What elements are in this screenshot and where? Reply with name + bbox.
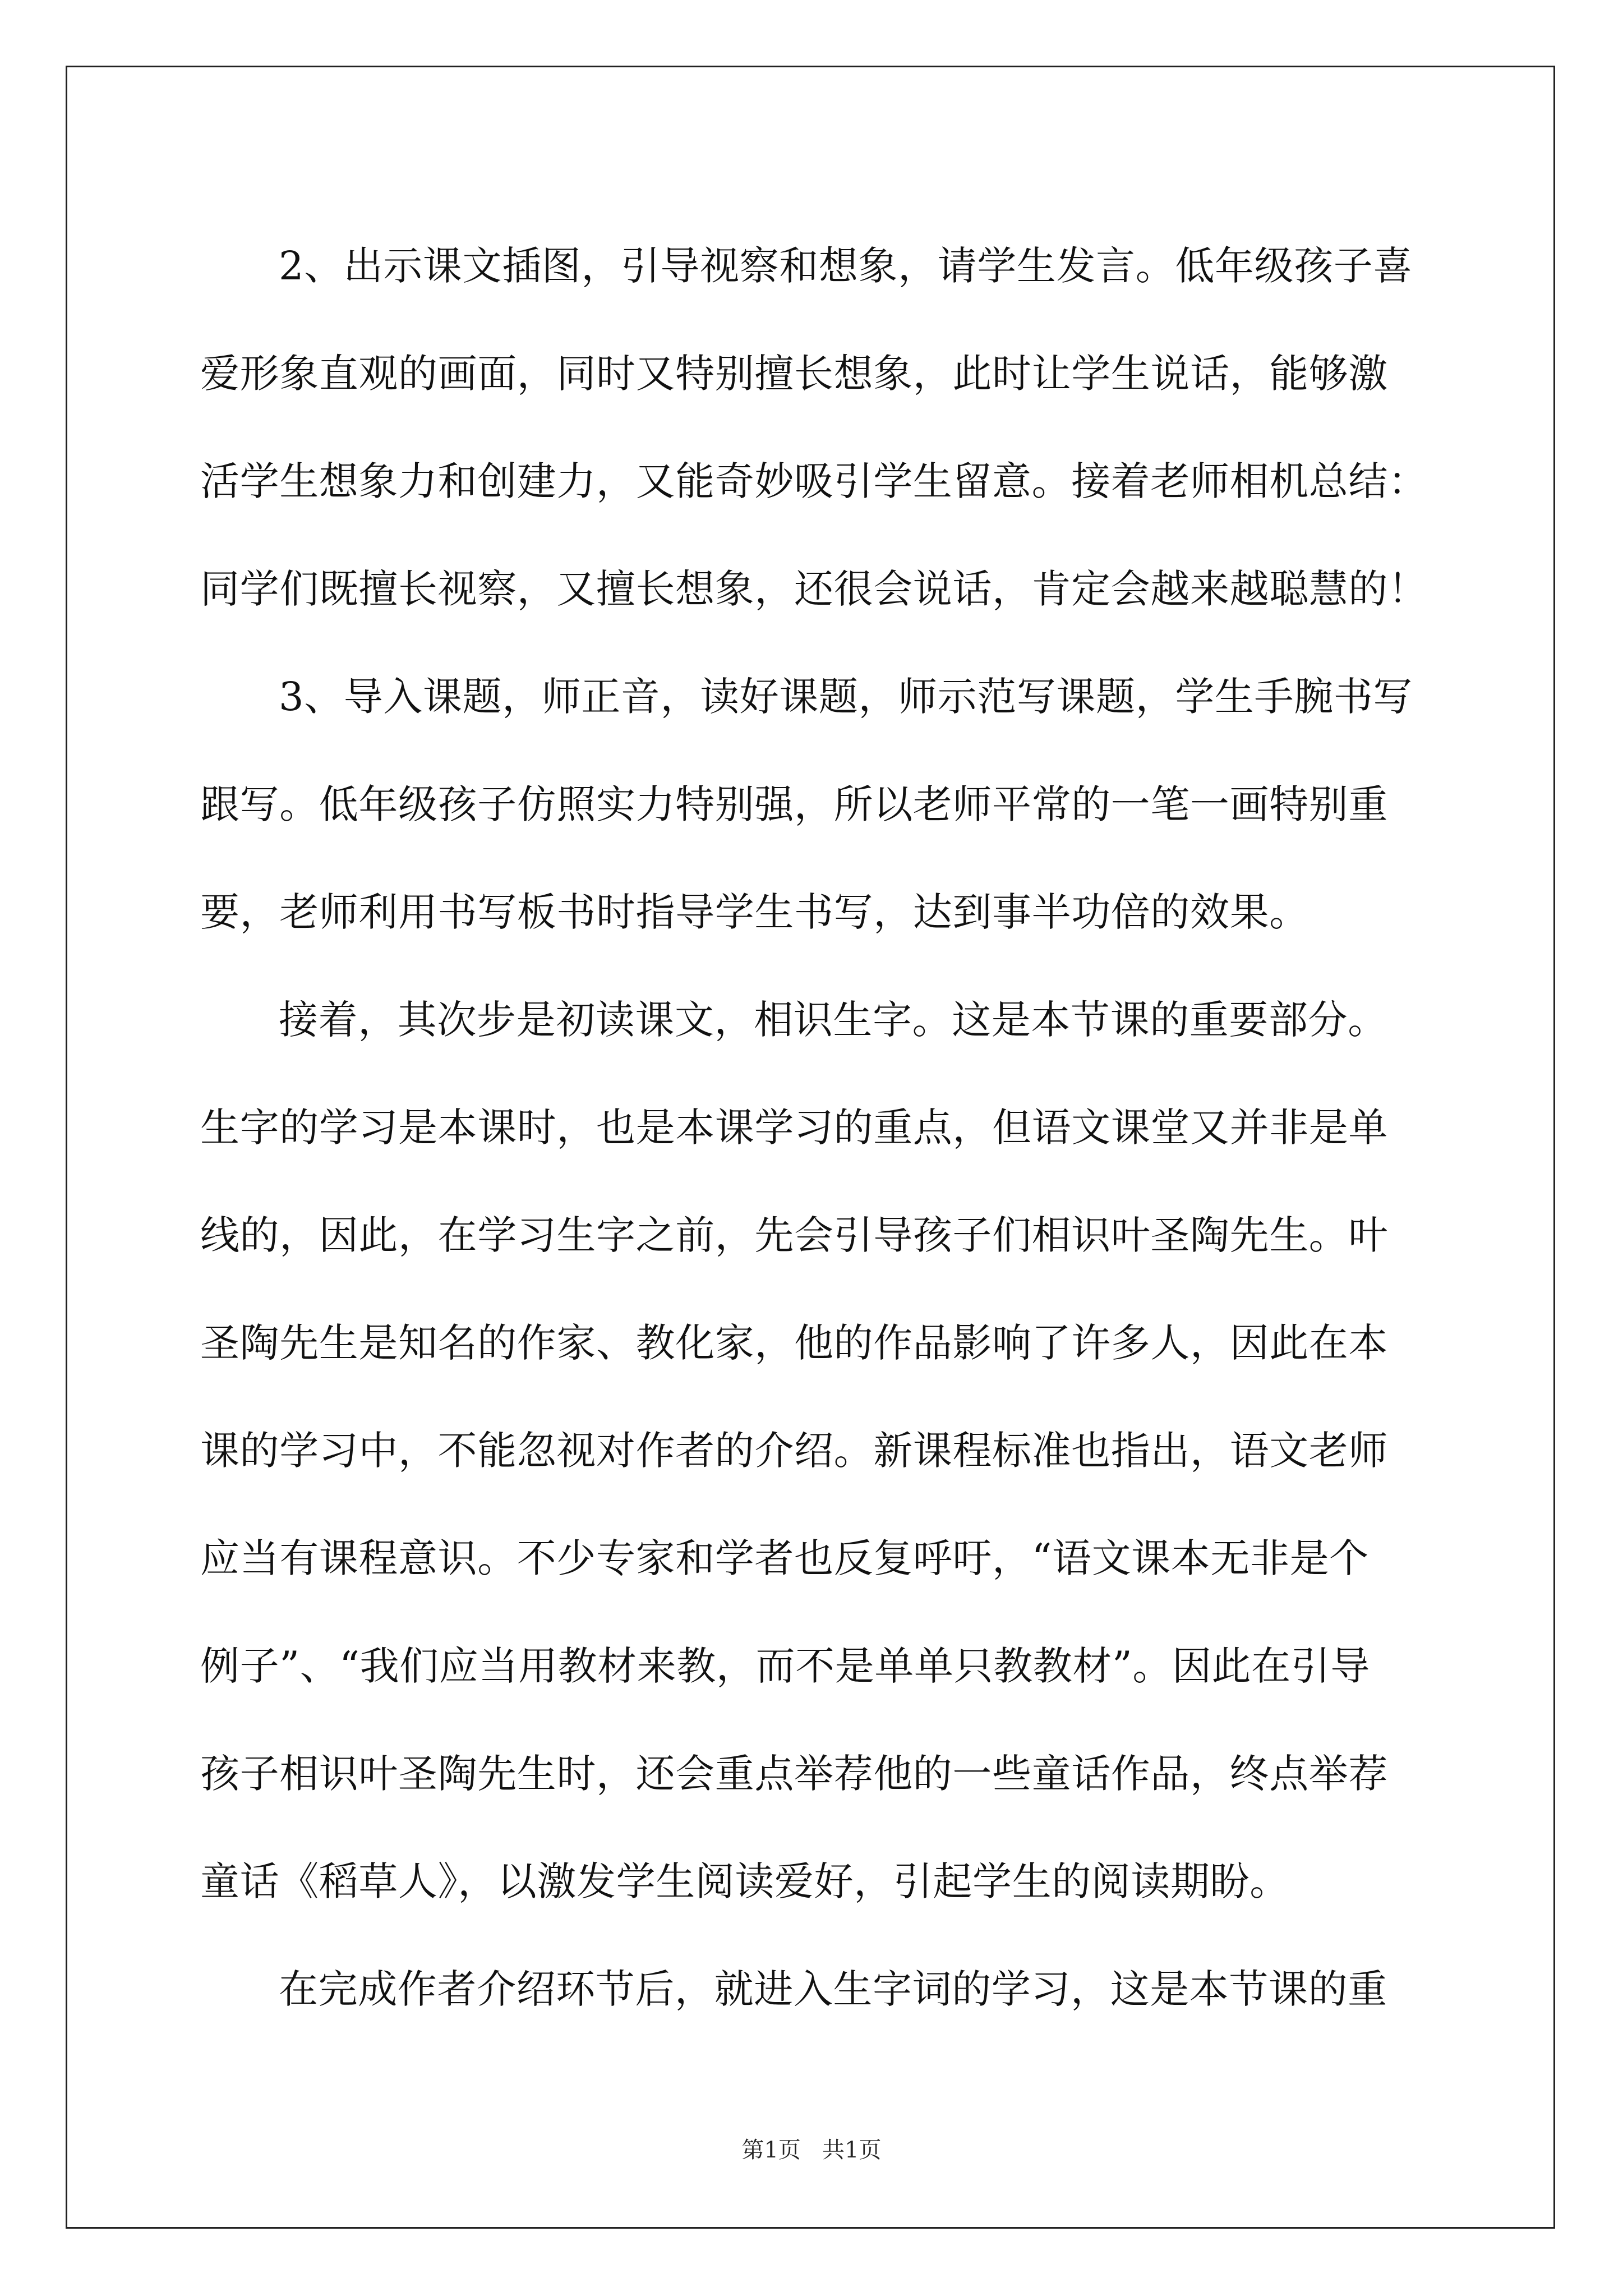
text-line-12: 课的学习中，不能忽视对作者的介绍。新课程标准也指出，语文老师 <box>200 1428 1388 1474</box>
text-line-3: 活学生想象力和创建力，又能奇妙吸引学生留意。接着老师相机总结： <box>200 458 1428 504</box>
text-line-8: 接着，其次步是初读课文，相识生字。这是本节课的重要部分。 <box>279 997 1387 1043</box>
text-line-1: 2、出示课文插图，引导视察和想象，请学生发言。低年级孩子喜 <box>279 243 1413 289</box>
text-line-5: 3、导入课题，师正音，读好课题，师示范写课题，学生手腕书写 <box>279 674 1413 720</box>
text-line-17: 在完成作者介绍环节后，就进入生字词的学习，这是本节课的重 <box>279 1966 1387 2012</box>
text-line-15: 孩子相识叶圣陶先生时，还会重点举荐他的一些童话作品，终点举荐 <box>200 1751 1388 1797</box>
text-line-10: 线的，因此，在学习生字之前，先会引导孩子们相识叶圣陶先生。叶 <box>200 1212 1388 1258</box>
text-line-6: 跟写。低年级孩子仿照实力特别强，所以老师平常的一笔一画特别重 <box>200 781 1388 827</box>
text-line-11: 圣陶先生是知名的作家、教化家，他的作品影响了许多人，因此在本 <box>200 1320 1388 1366</box>
text-line-4: 同学们既擅长视察，又擅长想象，还很会说话，肯定会越来越聪慧的！ <box>200 566 1428 612</box>
text-line-9: 生字的学习是本课时，也是本课学习的重点，但语文课堂又并非是单 <box>200 1105 1388 1151</box>
text-line-2: 爱形象直观的画面，同时又特别擅长想象，此时让学生说话，能够激 <box>200 351 1388 397</box>
text-line-13: 应当有课程意识。不少专家和学者也反复呼吁，“语文课本无非是个 <box>200 1535 1369 1581</box>
text-line-7: 要，老师利用书写板书时指导学生书写，达到事半功倍的效果。 <box>200 889 1309 935</box>
text-line-14: 例子”、“我们应当用教材来教，而不是单单只教教材”。因此在引导 <box>200 1643 1370 1689</box>
page-number-footer: 第1页 共1页 <box>741 2137 882 2163</box>
text-line-16: 童话《稻草人》，以激发学生阅读爱好，引起学生的阅读期盼。 <box>200 1858 1289 1904</box>
document-body <box>200 212 1428 2043</box>
